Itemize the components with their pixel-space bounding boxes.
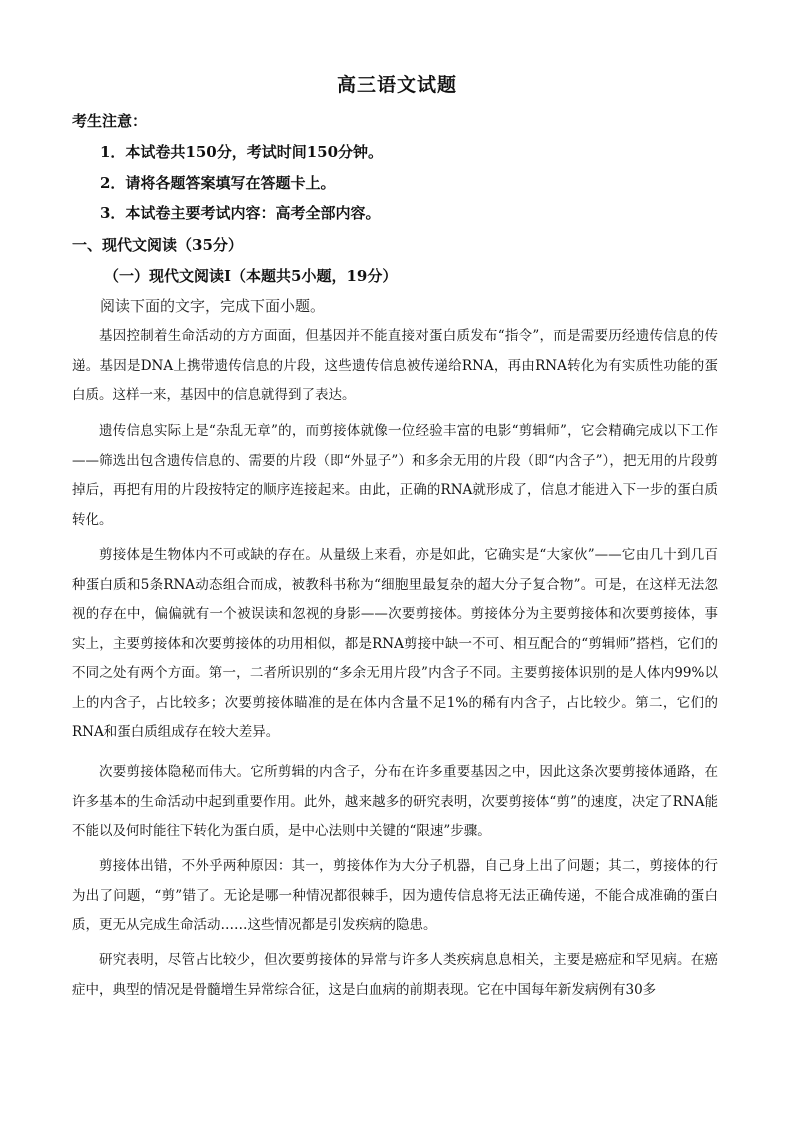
passage-paragraph-6: 研究表明，尽管占比较少，但次要剪接体的异常与许多人类疾病息息相关，主要是癌症和罕见病。在癌症中，典型的情况是骨髓增生异常综合征，这是白血病的前期表现。它在中国每年新发病例有30多: [72, 952, 718, 998]
notice-item-1: 1．本试卷共150分，考试时间150分钟。: [100, 143, 384, 161]
notice-heading: 考生注意：: [72, 112, 148, 130]
section-heading: 一、现代文阅读（35分）: [72, 236, 243, 254]
notice-item-3: 3．本试卷主要考试内容：高考全部内容。: [100, 204, 381, 222]
passage-paragraph-4: 次要剪接体隐秘而伟大。它所剪辑的内含子，分布在许多重要基因之中，因此这条次要剪接体通路，在许多基本的生命活动中起到重要作用。此外，越来越多的研究表明，次要剪接体“剪”的速度，决定了RNA能不能以及何时能往下转化为蛋白质，是中心法则中关键的“限速”步骤。: [72, 764, 718, 839]
notice-item-2: 2．请将各题答案填写在答题卡上。: [100, 174, 336, 192]
passage-paragraph-2: 遗传信息实际上是“杂乱无章”的，而剪接体就像一位经验丰富的电影“剪辑师”，它会精确完成以下工作——筛选出包含遗传信息的、需要的片段（即“外显子”）和多余无用的片段（即“内含子”），把无用的片段剪掉后，再把有用的片段按特定的顺序连接起来。由此，正确的RNA就形成了，信息才能进入下一步的蛋白质转化。: [72, 423, 718, 528]
subsection-heading: （一）现代文阅读Ⅰ（本题共5小题，19分）: [104, 267, 398, 285]
page-title: 高三语文试题: [336, 74, 457, 96]
passage-paragraph-3: 剪接体是生物体内不可或缺的存在。从量级上来看，亦是如此，它确实是“大家伙”——它由几十到几百种蛋白质和5条RNA动态组合而成，被教科书称为“细胞里最复杂的超大分子复合物”。可是，在这样无法忽视的存在中，偏偏就有一个被误读和忽视的身影——次要剪接体。剪接体分为主要剪接体和次要剪接体，事实上，主要剪接体和次要剪接体的功用相似，都是RNA剪接中缺一不可、相互配合的“剪辑师”搭档，它们的不同之处有两个方面。第一，二者所识别的“多余无用片段”内含子不同。主要剪接体识别的是人体内99%以上的内含子，占比较多；次要剪接体瞄准的是在体内含量不足1%的稀有内含子，占比较少。第二，它们的RNA和蛋白质组成存在较大差异。: [72, 547, 718, 740]
passage-paragraph-1: 基因控制着生命活动的方方面面，但基因并不能直接对蛋白质发布“指令”，而是需要历经遗传信息的传递。基因是DNA上携带遗传信息的片段，这些遗传信息被传递给RNA，再由RNA转化为有实质性功能的蛋白质。这样一来，基因中的信息就得到了表达。: [72, 328, 718, 403]
reading-instruction: 阅读下面的文字，完成下面小题。: [100, 297, 326, 315]
passage-paragraph-5: 剪接体出错，不外乎两种原因：其一，剪接体作为大分子机器，自己身上出了问题；其二，剪接体的行为出了问题，“剪”错了。无论是哪一种情况都很棘手，因为遗传信息将无法正确传递，不能合成准确的蛋白质，更无从完成生命活动……这些情况都是引发疾病的隐患。: [72, 858, 718, 933]
